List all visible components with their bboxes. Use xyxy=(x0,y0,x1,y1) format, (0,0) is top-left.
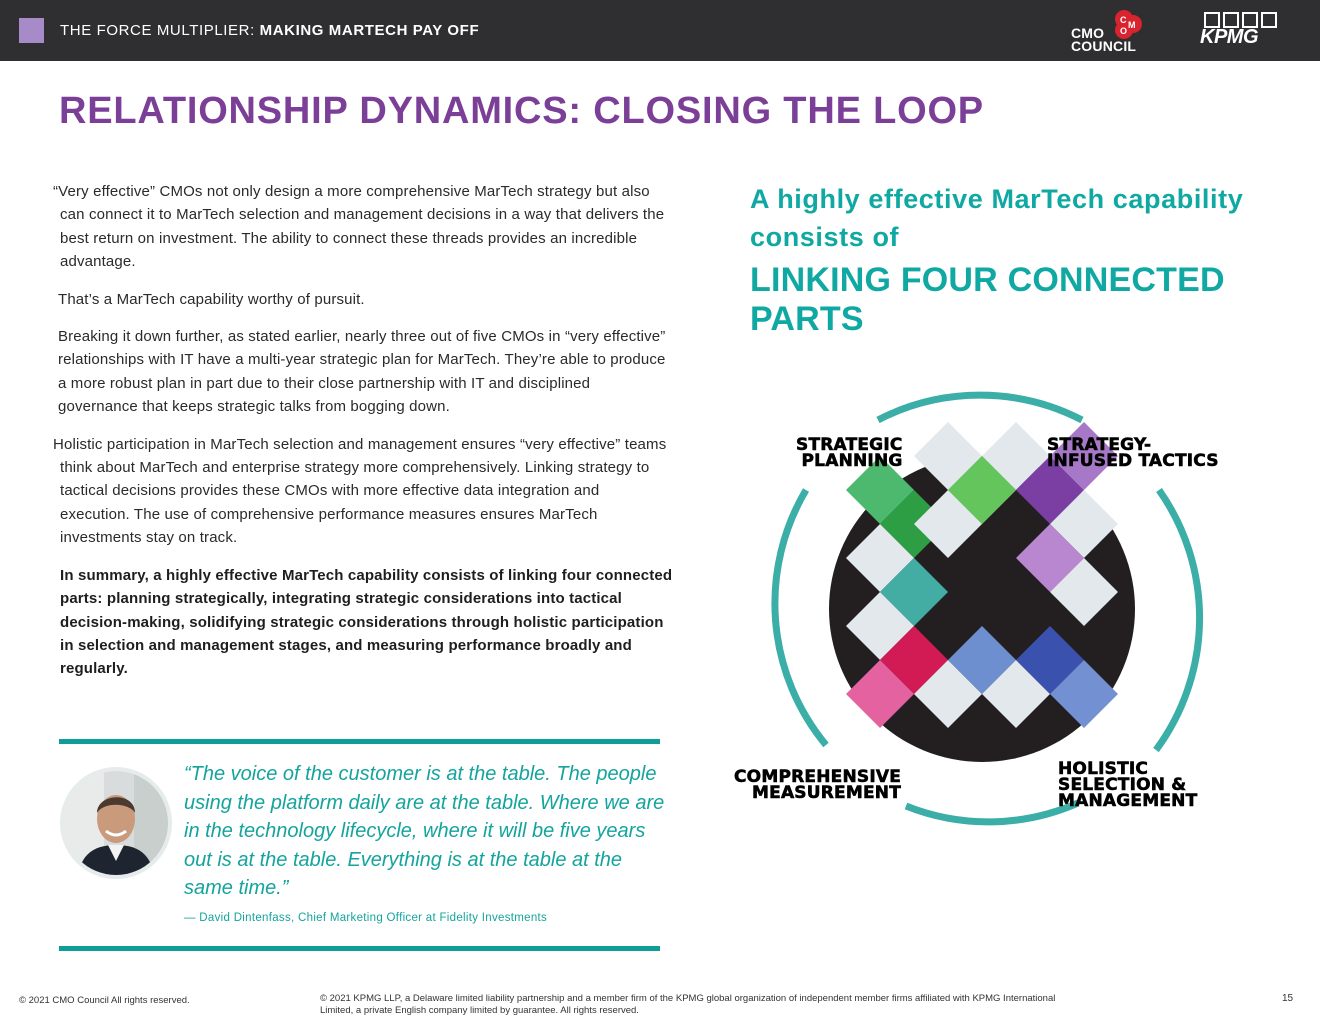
four-parts-diagram xyxy=(720,380,1280,840)
body-paragraph-3: Breaking it down further, as stated earlier, nearly three out of five CMOs in “very effective” relationships with IT have a multi-year strategic plan for MarTech. They’re able to produce a more robust plan in part due to their close partnership with IT and disciplined governance that keeps strategic talks from bogging down. xyxy=(58,328,666,416)
body-paragraph-2: That’s a MarTech capability worthy of pursuit. xyxy=(58,290,365,308)
quote-rule-top xyxy=(59,739,660,744)
cmo-logo-line-1: CMO xyxy=(1071,25,1105,41)
footer-copyright-kpmg: © 2021 KPMG LLP, a Delaware limited liability partnership and a member firm of the KPMG global organization of independent member firms affiliated with KPMG International Limited, a private English company limited by guarantee. All rights reserved. xyxy=(320,993,1056,1016)
svg-text:C: C xyxy=(1120,15,1127,25)
pull-quote: “The voice of the customer is at the table. The people using the platform daily are at the table. Where we are in the technology lifecycle, where it will be five years out is at the table. Everything is at the table at the same time.” xyxy=(184,763,665,899)
svg-text:O: O xyxy=(1120,26,1128,36)
page-number: 15 xyxy=(1282,993,1294,1004)
speaker-photo xyxy=(60,767,172,879)
cmo-council-logo xyxy=(1068,6,1152,56)
kpmg-wordmark: KPMG xyxy=(1200,26,1258,48)
header-color-swatch xyxy=(19,18,44,43)
header-bar xyxy=(0,0,1320,61)
label-holistic-selection-management-line-2: SELECTION & xyxy=(1058,775,1187,795)
label-holistic-selection-management-line-3: MANAGEMENT xyxy=(1058,791,1198,811)
label-strategic-planning xyxy=(796,437,903,469)
label-holistic-selection-management xyxy=(1058,761,1197,809)
kpmg-logo xyxy=(1196,12,1282,48)
ring-arc-bottom xyxy=(906,803,1078,822)
footer-copyright-cmo: © 2021 CMO Council All rights reserved. xyxy=(19,995,190,1006)
ring-arc-right xyxy=(1156,490,1200,750)
body-paragraph-4: Holistic participation in MarTech selection and management ensures “very effective” teams think about MarTech and enterprise strategy more comprehensively. Linking strategy to tactical decisions provides these CMOs with more effective data integration and execution. The use of comprehensive performance measures ensures MarTech investments stay on track. xyxy=(53,435,667,547)
callout-subheading: A highly effective MarTech capability consists of xyxy=(750,184,1244,252)
callout-heading: LINKING FOUR CONNECTED PARTS xyxy=(750,261,1225,338)
label-comprehensive-measurement-line-1: COMPREHENSIVE xyxy=(734,767,902,787)
label-comprehensive-measurement-line-2: MEASUREMENT xyxy=(752,783,902,803)
label-comprehensive-measurement xyxy=(734,769,901,801)
svg-text:M: M xyxy=(1128,20,1136,30)
label-strategic-planning-line-1: STRATEGIC xyxy=(796,435,903,455)
page-title: RELATIONSHIP DYNAMICS: CLOSING THE LOOP xyxy=(59,90,984,132)
summary-paragraph: In summary, a highly effective MarTech capability consists of linking four connected parts: planning strategically, integrating strategic considerations into tactical decision-making, solidifying strategic considerations through holistic participation in selection and management stages, and measuring performance broadly and regularly. xyxy=(60,566,673,678)
quote-rule-bottom xyxy=(59,946,660,951)
ring-arc-left xyxy=(775,490,826,745)
cmo-logo-line-2: COUNCIL xyxy=(1071,38,1137,54)
body-text xyxy=(53,180,673,695)
callout xyxy=(750,180,1270,339)
label-strategy-infused-tactics xyxy=(1047,437,1219,469)
ring-arc-top xyxy=(878,395,1082,420)
speaker-portrait-icon xyxy=(64,771,168,875)
quote-attribution: — David Dintenfass, Chief Marketing Officer at Fidelity Investments xyxy=(184,912,548,924)
label-strategy-infused-tactics-line-1: STRATEGY- xyxy=(1047,435,1152,455)
document-title: THE FORCE MULTIPLIER: MAKING MARTECH PAY OFF xyxy=(60,22,480,39)
body-paragraph-1: “Very effective” CMOs not only design a more comprehensive MarTech strategy but also can connect it to MarTech selection and management decisions in a way that delivers the best return on investment. The ability to connect these threads provides an incredible advantage. xyxy=(53,183,665,271)
label-holistic-selection-management-line-1: HOLISTIC xyxy=(1058,759,1149,779)
label-strategy-infused-tactics-line-2: INFUSED TACTICS xyxy=(1047,451,1219,471)
label-strategic-planning-line-2: PLANNING xyxy=(801,451,903,471)
